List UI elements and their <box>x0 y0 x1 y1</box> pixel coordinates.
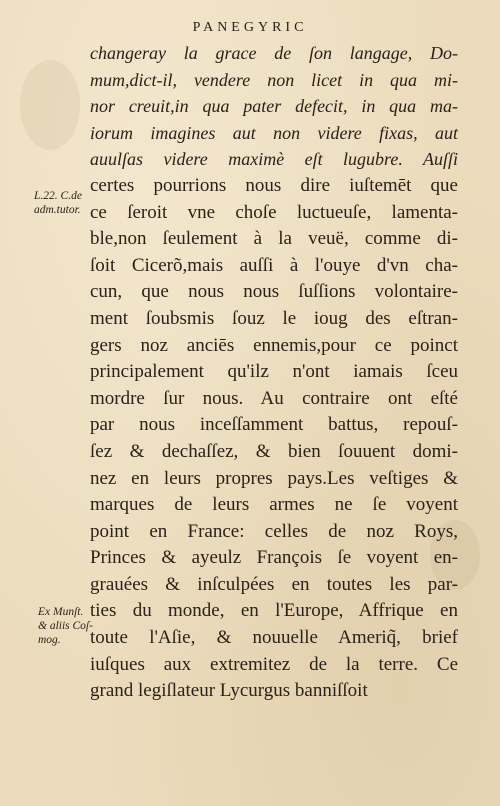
text-line: principalement qu'ilz n'ont iamais ſceu <box>90 361 458 383</box>
text-line: ce ſeroit vne choſe luctueuſe, lamenta- <box>90 201 458 223</box>
margin-note-source <box>38 605 93 647</box>
text-line: grauées & inſculpées en toutes les par- <box>90 573 458 595</box>
text-line: ties du monde, en l'Europe, Affrique en <box>90 600 458 622</box>
text-line: nor creuit,in qua pater defecit, in qua ma- <box>90 96 458 117</box>
margin-note-line: adm.tutor. <box>34 204 81 216</box>
text-line: Princes & ayeulz François ſe voyent en- <box>90 547 458 569</box>
text-line: par nous inceſſamment battus, repouſ- <box>90 414 458 436</box>
margin-note-citation <box>34 189 82 217</box>
margin-note-line: Ex Munſt. <box>38 606 84 618</box>
text-line: marques de leurs armes ne ſe voyent <box>90 494 458 516</box>
text-line: toute l'Aſie, & nouuelle Ameriq̃, brief <box>90 627 458 649</box>
paper-stain <box>20 60 80 150</box>
text-line: nez en leurs propres pays.Les veſtiges & <box>90 467 458 489</box>
text-line: ment ſoubsmis ſouz le ioug des eſtran- <box>90 307 458 329</box>
text-line: certes pourrions nous dire iuſtemēt que <box>90 174 458 196</box>
text-line: mum,dict-il, vendere non licet in qua mi- <box>90 69 458 90</box>
text-line: grand legiſlateur Lycurgus banniſſoit <box>90 680 368 702</box>
text-line: gers noz anciēs ennemis,pour ce poinct <box>90 334 458 356</box>
margin-note-line: mog. <box>38 634 61 646</box>
body-text <box>90 40 458 705</box>
text-line: ſoit Cicerõ,mais auſſi à l'ouye d'vn cha- <box>90 254 458 276</box>
text-line: auulſas videre maximè eſt lugubre. Auſſi <box>90 149 458 170</box>
text-line: iuſques aux extremitez de la terre. Ce <box>90 653 458 675</box>
text-line: ble,non ſeulement à la veuë, comme di- <box>90 228 458 250</box>
text-line: point en France: celles de noz Roys, <box>90 520 458 542</box>
text-line: iorum imagines aut non videre fixas, aut <box>90 122 458 143</box>
margin-note-line: L.22. C.de <box>34 190 82 202</box>
text-line: changeray la grace de ſon langage, Do- <box>90 43 458 63</box>
text-line: cun, que nous nous ſuſſions volontaire- <box>90 281 458 303</box>
text-line: mordre ſur nous. Au contraire ont eſté <box>90 387 458 409</box>
text-line: ſez & dechaſſez, & bien ſouuent domi- <box>90 440 458 462</box>
running-head: PANEGYRIC <box>192 20 308 35</box>
margin-note-line: & aliis Coſ- <box>38 620 93 632</box>
